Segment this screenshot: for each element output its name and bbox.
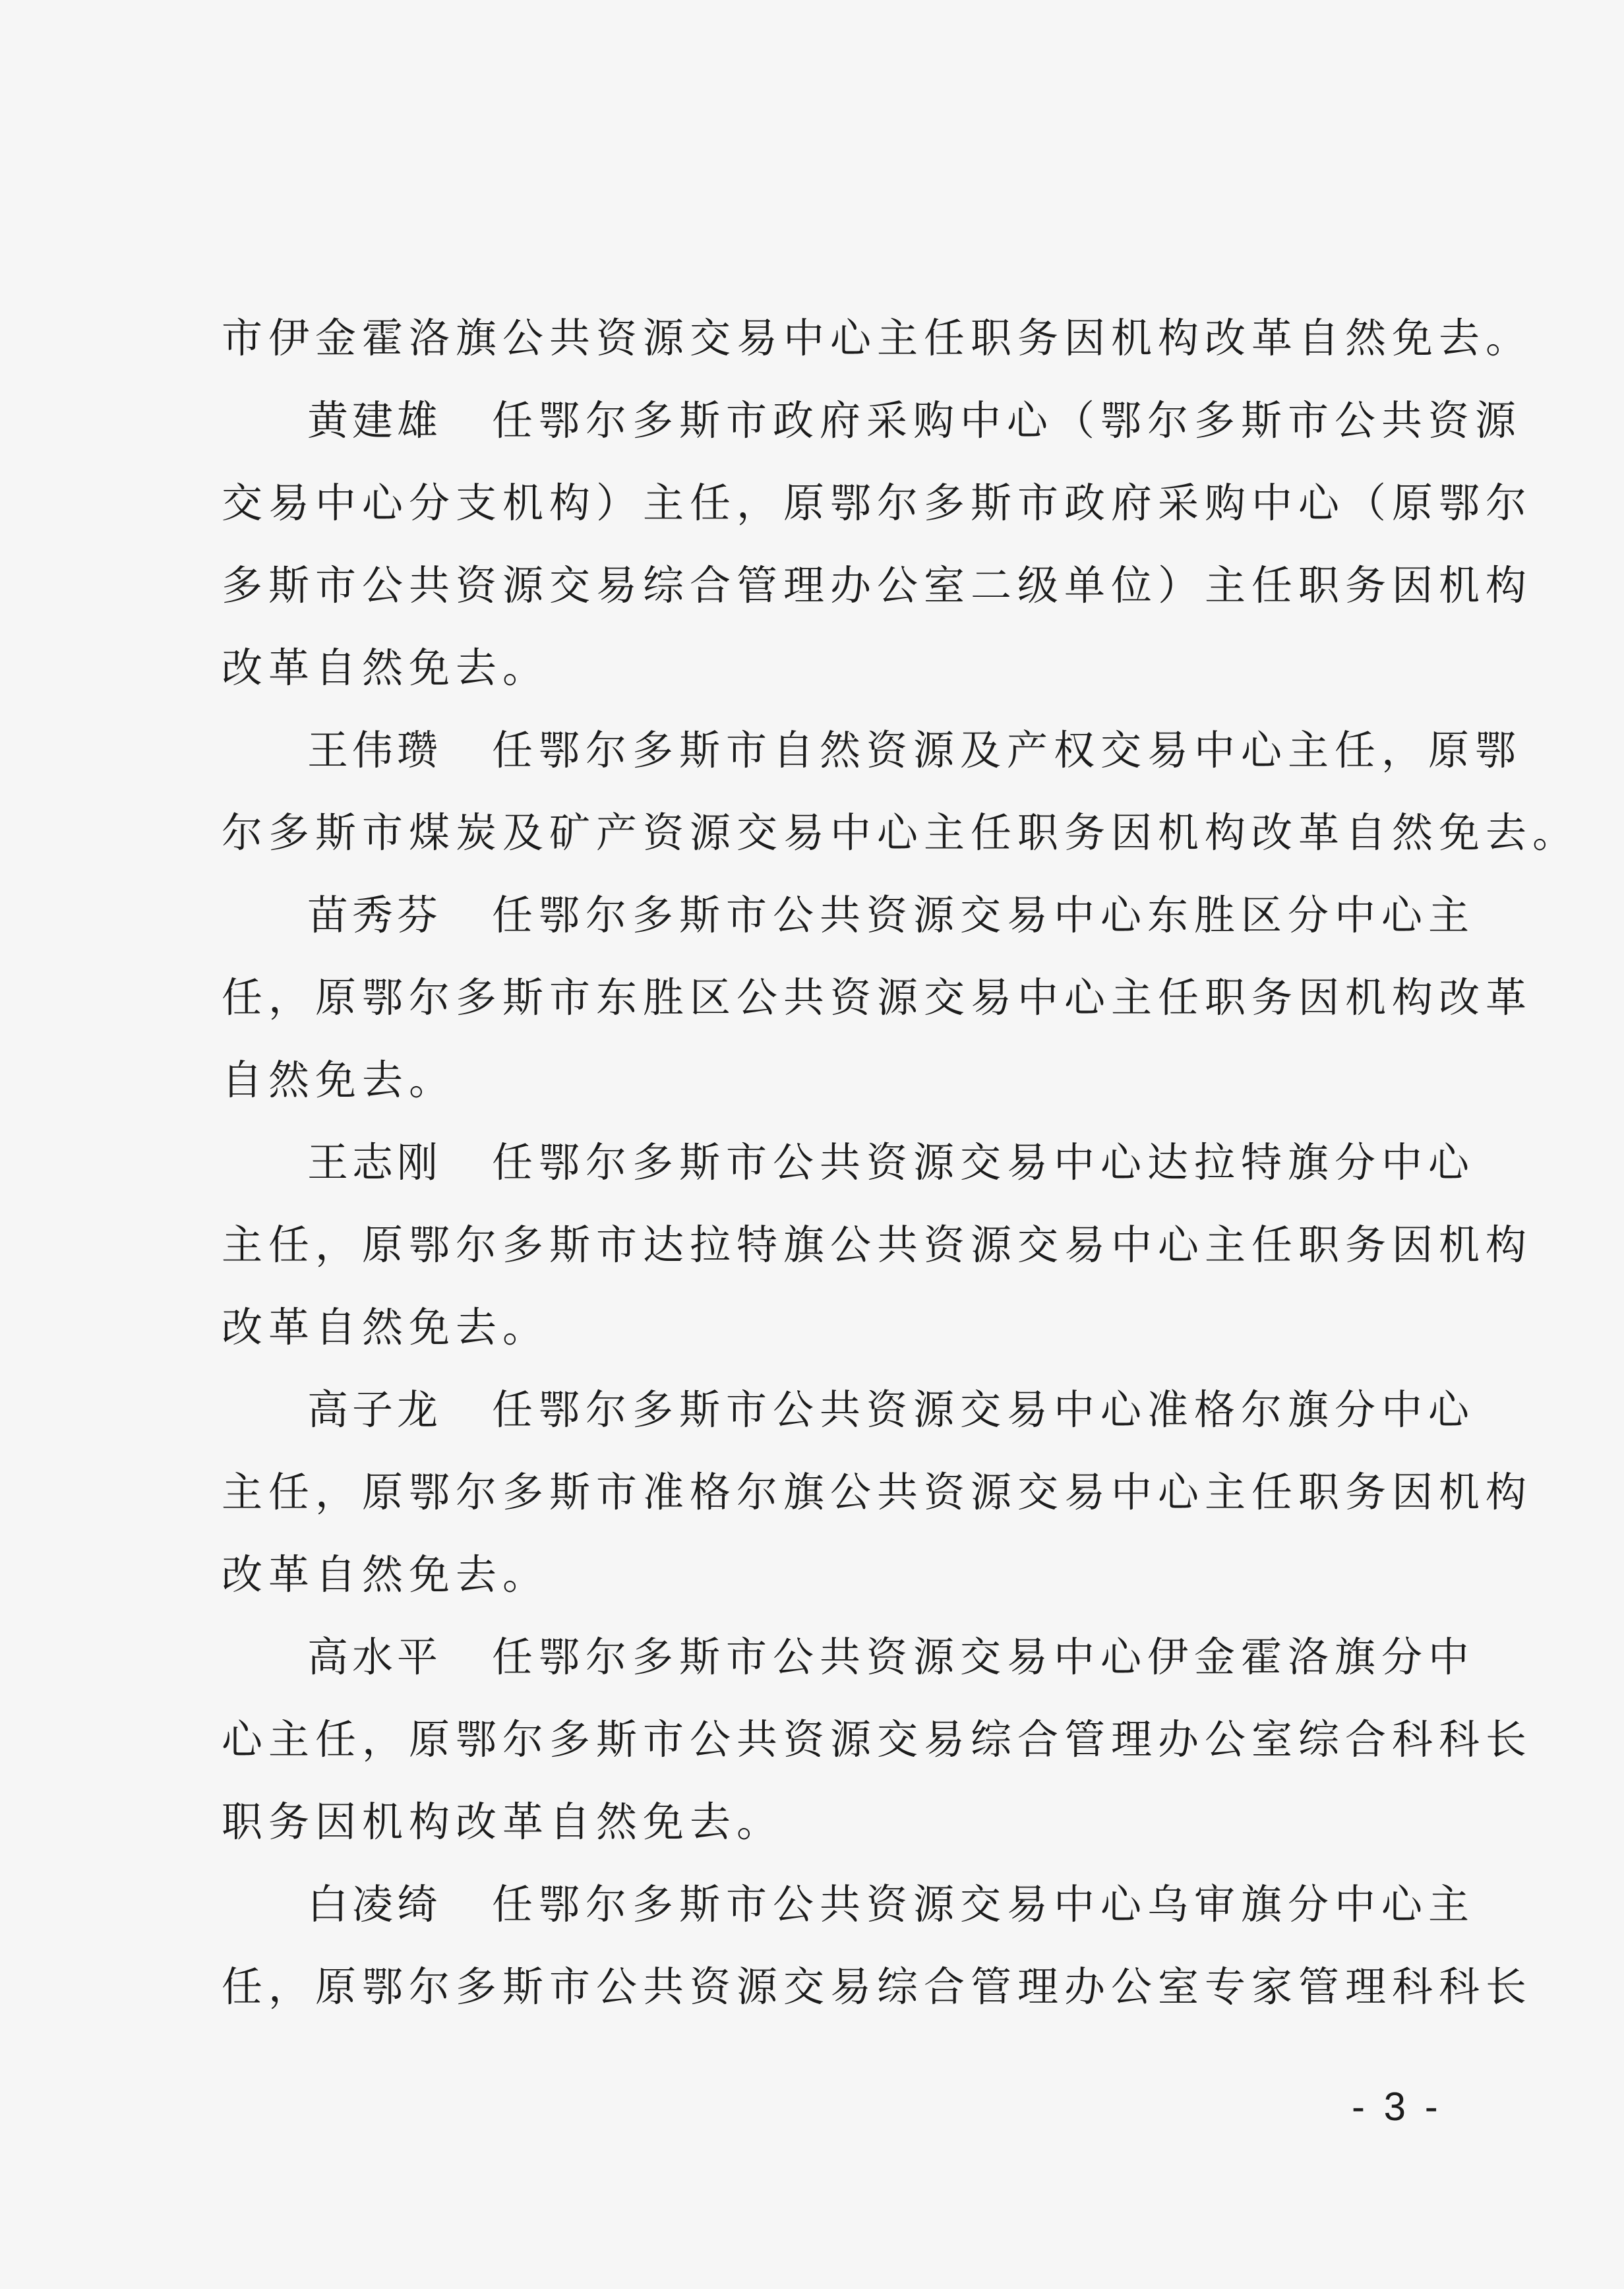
- body-text: [222, 297, 1580, 2028]
- line-text: 任鄂尔多斯市公共资源交易中心达拉特旗分中心: [492, 1138, 1476, 1186]
- line-text: 改革自然免去。: [222, 1303, 550, 1351]
- text-line: [222, 1286, 1441, 1368]
- person-name: 苗秀芬: [307, 891, 442, 939]
- page-number: - 3 -: [1352, 2085, 1442, 2129]
- line-text: 多斯市公共资源交易综合管理办公室二级单位）主任职务因机构: [222, 561, 1533, 609]
- line-text: 交易中心分支机构）主任，原鄂尔多斯市政府采购中心（原鄂尔: [222, 479, 1533, 527]
- text-line: [222, 1451, 1533, 1533]
- text-line: [222, 462, 1533, 544]
- text-line: [222, 1863, 1476, 1945]
- person-name: 白凌绮: [307, 1880, 442, 1928]
- line-text: 改革自然免去。: [222, 1550, 550, 1599]
- line-text: 职务因机构改革自然免去。: [222, 1798, 784, 1846]
- text-line: [222, 1698, 1533, 1781]
- paragraph: [222, 709, 1580, 874]
- person-name: 高水平: [307, 1633, 442, 1681]
- line-text: 主任，原鄂尔多斯市准格尔旗公共资源交易中心主任职务因机构: [222, 1468, 1533, 1516]
- line-text: 心主任，原鄂尔多斯市公共资源交易综合管理办公室综合科科长: [222, 1715, 1533, 1763]
- text-line: [222, 1204, 1533, 1286]
- text-line: [222, 1121, 1476, 1204]
- text-line: [222, 379, 1522, 462]
- text-line: [222, 874, 1476, 956]
- line-text: 任，原鄂尔多斯市公共资源交易综合管理办公室专家管理科科长: [222, 1963, 1533, 2011]
- text-line: [222, 297, 1533, 379]
- paragraph: [222, 297, 1533, 379]
- text-line: [222, 1039, 1441, 1121]
- line-text: 任鄂尔多斯市政府采购中心（鄂尔多斯市公共资源: [492, 396, 1522, 444]
- line-text: 任鄂尔多斯市公共资源交易中心准格尔旗分中心: [492, 1386, 1476, 1434]
- text-line: [222, 709, 1522, 791]
- text-line: [222, 544, 1533, 626]
- person-name: 王志刚: [307, 1138, 442, 1186]
- paragraph: [222, 874, 1533, 1121]
- line-text: 改革自然免去。: [222, 644, 550, 692]
- line-text: 尔多斯市煤炭及矿产资源交易中心主任职务因机构改革自然免去。: [222, 809, 1580, 857]
- person-name: 王伟瓒: [307, 726, 442, 774]
- line-text: 主任，原鄂尔多斯市达拉特旗公共资源交易中心主任职务因机构: [222, 1221, 1533, 1269]
- paragraph: [222, 1121, 1533, 1368]
- paragraph: [222, 1368, 1533, 1616]
- line-text: 任鄂尔多斯市公共资源交易中心伊金霍洛旗分中: [492, 1633, 1476, 1681]
- text-line: [222, 956, 1533, 1039]
- text-line: [222, 1368, 1476, 1451]
- paragraph: [222, 379, 1533, 709]
- line-text: 任鄂尔多斯市公共资源交易中心东胜区分中心主: [492, 891, 1476, 939]
- paragraph: [222, 1616, 1533, 1863]
- text-line: [222, 1781, 1441, 1863]
- person-name: 黄建雄: [307, 396, 442, 444]
- person-name: 高子龙: [307, 1386, 442, 1434]
- text-line: [222, 1533, 1441, 1616]
- text-line: [222, 1616, 1476, 1698]
- text-line: [222, 791, 1580, 874]
- text-line: [222, 1945, 1533, 2028]
- paragraph: [222, 1863, 1533, 2028]
- line-text: 任鄂尔多斯市自然资源及产权交易中心主任，原鄂: [492, 726, 1522, 774]
- line-text: 任鄂尔多斯市公共资源交易中心乌审旗分中心主: [492, 1880, 1476, 1928]
- text-line: [222, 626, 1441, 709]
- line-text: 市伊金霍洛旗公共资源交易中心主任职务因机构改革自然免去。: [222, 314, 1533, 362]
- line-text: 自然免去。: [222, 1056, 456, 1104]
- line-text: 任，原鄂尔多斯市东胜区公共资源交易中心主任职务因机构改革: [222, 973, 1533, 1022]
